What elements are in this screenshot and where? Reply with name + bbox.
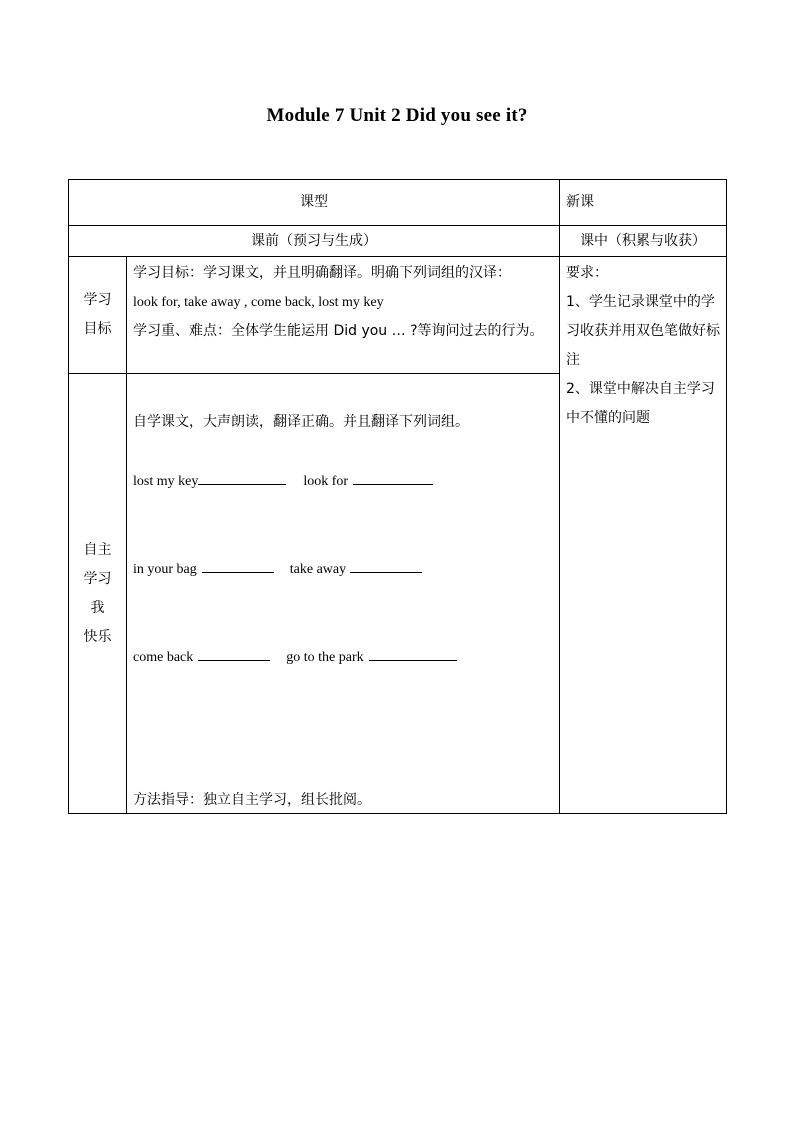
phrase-take-away: take away [289,562,347,577]
answer-blank[interactable] [353,470,433,485]
self-study-label-line3: 我 [90,599,105,616]
requirement-item-2: 2、课堂中解决自主学习中不懂的问题 [566,381,715,426]
self-study-label [69,374,127,814]
document-title: Module 7 Unit 2 Did you see it? [266,105,528,126]
objectives-content [127,257,560,374]
requirements-column [560,257,727,814]
phrase-row-3 [133,643,457,672]
in-class-heading: 课中（积累与收获） [560,226,727,257]
answer-blank[interactable] [202,558,274,573]
lesson-type-label: 课型 [69,180,560,226]
phrase-row-1 [133,467,433,496]
target-phrases: look for, take away , come back, lost my key [133,295,384,310]
method-guidance: 方法指导：独立自主学习，组长批阅。 [133,792,371,808]
requirements-heading: 要求： [566,265,608,281]
phase-header-row [69,226,727,257]
objectives-label-line1: 学习 [83,292,112,308]
objectives-row [69,257,727,374]
key-points-text: 学习重、难点：全体学生能运用 Did you … ?等询问过去的行为。 [133,323,544,339]
phrase-look-for: look for [303,474,349,489]
answer-blank[interactable] [369,646,457,661]
answer-blank[interactable] [198,470,286,485]
pre-class-heading: 课前（预习与生成） [69,226,560,257]
self-study-label-line4: 快乐 [83,628,112,645]
self-study-instruction: 自学课文，大声朗读，翻译正确。并且翻译下列词组。 [133,414,469,430]
lesson-plan-table [68,179,727,814]
objectives-label [69,257,127,374]
self-study-label-line2: 学习 [83,570,112,587]
phrase-row-2 [133,555,422,584]
self-study-content [127,374,560,814]
phrase-go-to-the-park: go to the park [286,650,364,665]
lesson-type-value: 新课 [560,180,727,226]
phrase-come-back: come back [133,650,194,665]
answer-blank[interactable] [198,646,270,661]
objectives-label-line2: 目标 [83,321,112,337]
phrase-lost-my-key: lost my key [133,474,199,489]
lesson-type-row [69,180,727,226]
phrase-in-your-bag: in your bag [133,562,197,577]
requirement-item-1: 1、学生记录课堂中的学习收获并用双色笔做好标注 [566,294,720,368]
self-study-label-line1: 自主 [83,541,112,558]
answer-blank[interactable] [350,558,422,573]
learning-goal-text: 学习目标：学习课文，并且明确翻译。明确下列词组的汉译： [133,265,511,281]
